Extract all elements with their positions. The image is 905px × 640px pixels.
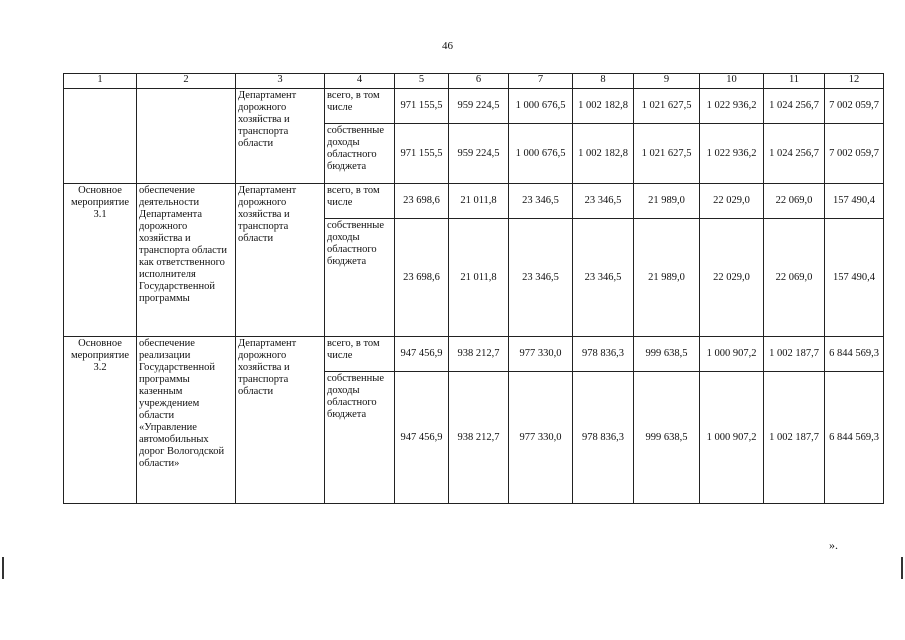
value-cell: 22 069,0 bbox=[764, 184, 825, 219]
funding-source-cell: всего, в том числе bbox=[325, 89, 395, 124]
value-cell: 938 212,7 bbox=[449, 372, 509, 504]
header-cell: 1 bbox=[64, 74, 137, 89]
value-cell: 23 346,5 bbox=[509, 219, 573, 337]
value-cell: 1 021 627,5 bbox=[634, 89, 700, 124]
value-cell: 977 330,0 bbox=[509, 337, 573, 372]
executor-cell: Департамент дорожного хозяйства и транспорта области bbox=[236, 184, 325, 337]
value-cell: 977 330,0 bbox=[509, 372, 573, 504]
executor-cell: Департамент дорожного хозяйства и транспорта области bbox=[236, 337, 325, 504]
value-cell: 23 346,5 bbox=[509, 184, 573, 219]
activity-cell: Основное мероприятие 3.2 bbox=[64, 337, 137, 504]
value-cell: 7 002 059,7 bbox=[825, 89, 884, 124]
header-cell: 11 bbox=[764, 74, 825, 89]
value-cell: 978 836,3 bbox=[573, 337, 634, 372]
funding-source-cell: всего, в том числе bbox=[325, 184, 395, 219]
value-cell: 1 002 187,7 bbox=[764, 337, 825, 372]
value-cell: 1 002 187,7 bbox=[764, 372, 825, 504]
value-cell: 1 000 676,5 bbox=[509, 124, 573, 184]
value-cell: 1 002 182,8 bbox=[573, 89, 634, 124]
value-cell: 21 011,8 bbox=[449, 219, 509, 337]
header-cell: 3 bbox=[236, 74, 325, 89]
value-cell: 157 490,4 bbox=[825, 184, 884, 219]
value-cell: 1 021 627,5 bbox=[634, 124, 700, 184]
value-cell: 6 844 569,3 bbox=[825, 337, 884, 372]
scan-edge-mark bbox=[901, 557, 903, 579]
value-cell: 978 836,3 bbox=[573, 372, 634, 504]
header-cell: 7 bbox=[509, 74, 573, 89]
value-cell: 971 155,5 bbox=[395, 124, 449, 184]
value-cell: 1 022 936,2 bbox=[700, 124, 764, 184]
value-cell: 947 456,9 bbox=[395, 337, 449, 372]
activity-cell: Основное мероприятие 3.1 bbox=[64, 184, 137, 337]
value-cell: 1 024 256,7 bbox=[764, 89, 825, 124]
table-row bbox=[64, 89, 884, 124]
value-cell: 7 002 059,7 bbox=[825, 124, 884, 184]
funding-source-cell: всего, в том числе bbox=[325, 337, 395, 372]
value-cell: 999 638,5 bbox=[634, 372, 700, 504]
value-cell: 22 069,0 bbox=[764, 219, 825, 337]
funding-source-cell: собственные доходы областного бюджета bbox=[325, 124, 395, 184]
value-cell: 22 029,0 bbox=[700, 219, 764, 337]
header-cell: 2 bbox=[137, 74, 236, 89]
executor-cell: Департамент дорожного хозяйства и транспорта области bbox=[236, 89, 325, 184]
value-cell: 1 002 182,8 bbox=[573, 124, 634, 184]
activity-cell bbox=[64, 89, 137, 184]
header-cell: 6 bbox=[449, 74, 509, 89]
header-cell: 12 bbox=[825, 74, 884, 89]
table-row bbox=[64, 184, 884, 219]
value-cell: 23 698,6 bbox=[395, 219, 449, 337]
value-cell: 21 011,8 bbox=[449, 184, 509, 219]
page-number: 46 bbox=[442, 40, 453, 52]
value-cell: 6 844 569,3 bbox=[825, 372, 884, 504]
value-cell: 21 989,0 bbox=[634, 184, 700, 219]
header-cell: 5 bbox=[395, 74, 449, 89]
header-cell: 10 bbox=[700, 74, 764, 89]
table-header-row bbox=[64, 74, 884, 89]
value-cell: 1 024 256,7 bbox=[764, 124, 825, 184]
description-cell bbox=[137, 89, 236, 184]
funding-source-cell: собственные доходы областного бюджета bbox=[325, 372, 395, 504]
value-cell: 999 638,5 bbox=[634, 337, 700, 372]
value-cell: 947 456,9 bbox=[395, 372, 449, 504]
scan-edge-mark bbox=[2, 557, 4, 579]
value-cell: 938 212,7 bbox=[449, 337, 509, 372]
header-cell: 8 bbox=[573, 74, 634, 89]
value-cell: 1 000 907,2 bbox=[700, 337, 764, 372]
value-cell: 21 989,0 bbox=[634, 219, 700, 337]
value-cell: 1 000 907,2 bbox=[700, 372, 764, 504]
description-cell: обеспечение реализации Государственной программы казенным учреждением области «Управление автомобильных дорог Вологодской области» bbox=[137, 337, 236, 504]
value-cell: 23 346,5 bbox=[573, 219, 634, 337]
value-cell: 959 224,5 bbox=[449, 89, 509, 124]
value-cell: 157 490,4 bbox=[825, 219, 884, 337]
header-cell: 4 bbox=[325, 74, 395, 89]
value-cell: 1 000 676,5 bbox=[509, 89, 573, 124]
closing-quote: ». bbox=[829, 538, 838, 552]
value-cell: 23 698,6 bbox=[395, 184, 449, 219]
value-cell: 971 155,5 bbox=[395, 89, 449, 124]
value-cell: 23 346,5 bbox=[573, 184, 634, 219]
value-cell: 1 022 936,2 bbox=[700, 89, 764, 124]
description-cell: обеспечение деятельности Департамента дорожного хозяйства и транспорта области как ответственного исполнителя Государственной программы bbox=[137, 184, 236, 337]
value-cell: 959 224,5 bbox=[449, 124, 509, 184]
value-cell: 22 029,0 bbox=[700, 184, 764, 219]
budget-table bbox=[63, 73, 884, 504]
header-cell: 9 bbox=[634, 74, 700, 89]
funding-source-cell: собственные доходы областного бюджета bbox=[325, 219, 395, 337]
table-row bbox=[64, 337, 884, 372]
